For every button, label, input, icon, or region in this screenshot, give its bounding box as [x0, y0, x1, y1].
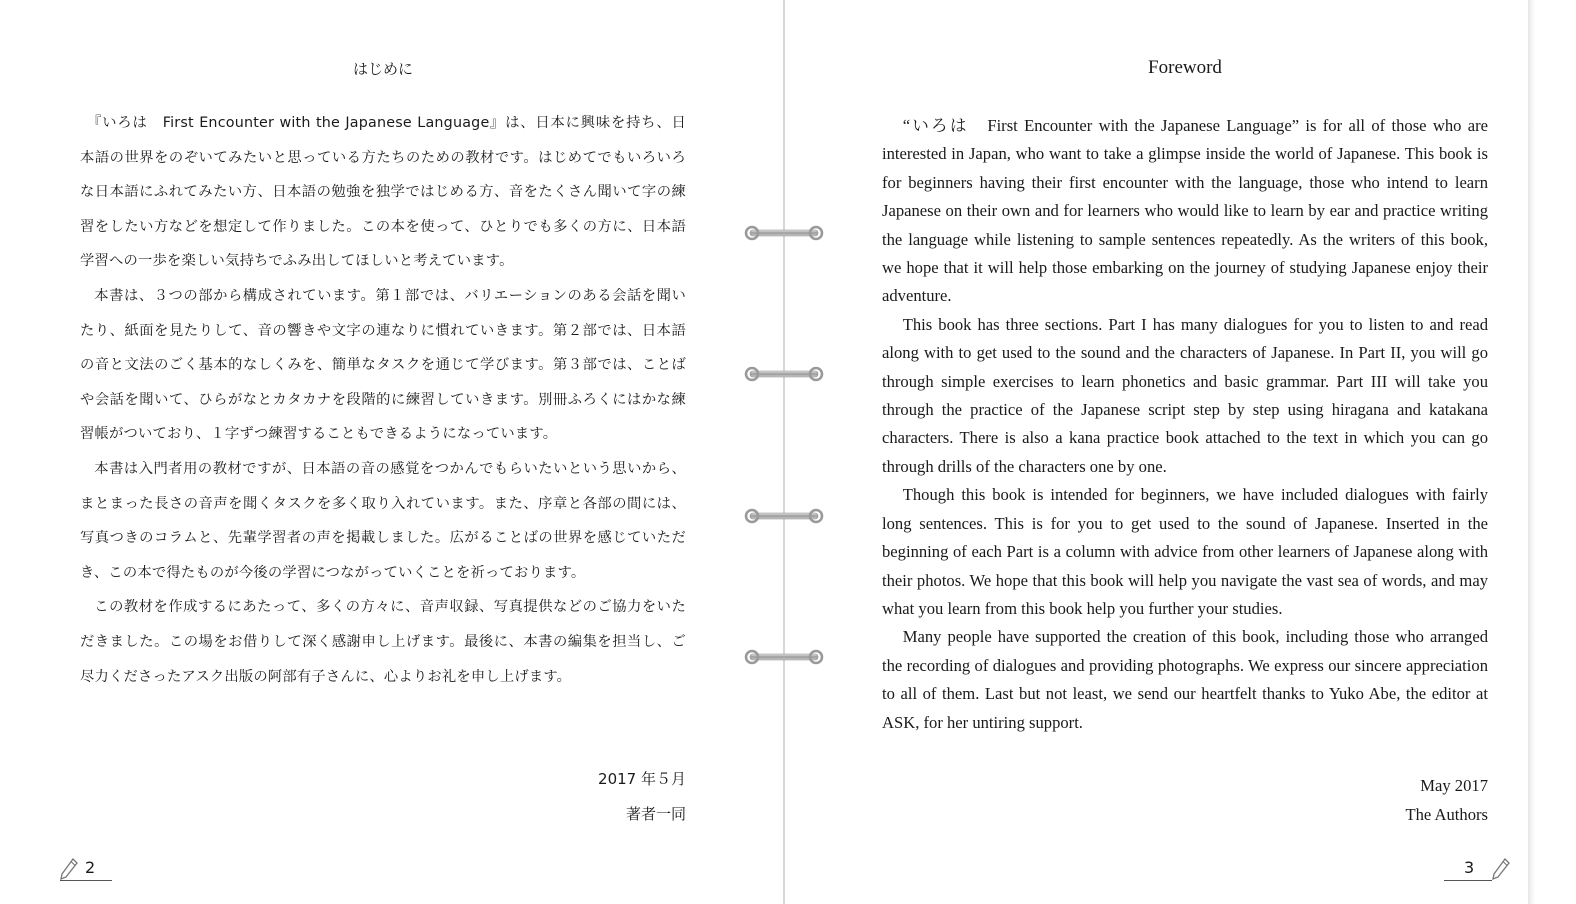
page-number-right [1444, 858, 1510, 882]
date: May 2017 [1420, 776, 1488, 795]
date: 2017 年５月 [598, 770, 686, 788]
pencil-icon [1492, 858, 1510, 880]
page-number: 3 [1464, 858, 1475, 877]
binder-ring-icon [744, 649, 824, 665]
paragraph: Many people have supported the creation of this book, including those who arranged the recording of dialogues and providing photographs. We express our sincere appreciation to all of them. Last but not least, we send our heartfelt thanks to Yuko Abe, the editor at ASK, for her untiring support. [882, 627, 1488, 732]
pencil-icon [60, 858, 78, 880]
folio-rule [60, 880, 112, 881]
left-page [80, 0, 686, 904]
page-body [80, 106, 686, 694]
paragraph: 本書は入門者用の教材ですが、日本語の音の感覚をつかんでもらいたいという思いから、まとまった長さの音声を聞くタスクを多く取り入れています。また、序章と各部の間には、写真つきのコラムと、先輩学習者の声を掲載しました。広がることばの世界を感じていただき、この本で得たものが今後の学習につながっていくことを祈っております。 [80, 460, 686, 581]
paragraph: This book has three sections. Part I has many dialogues for you to listen to and read along with to get used to the sound and the characters of Japanese. In Part II, you will go through simple exercises to learn phonetics and basic grammar. Part III will take you through the practice of the Japanese script step by step using hiragana and katakana characters. There is also a kana practice book attached to the text in which you can go through drills of the characters one by one. [882, 314, 1488, 476]
signature: The Authors [1405, 805, 1488, 824]
page-number-left [60, 858, 112, 882]
binder-rings [744, 0, 824, 904]
folio-rule [1444, 880, 1492, 881]
paragraph: 本書は、３つの部から構成されています。第１部では、バリエーションのある会話を聞いたり、紙面を見たりして、音の響きや文字の連なりに慣れていきます。第２部では、日本語の音と文法のごく基本的なしくみを、簡単なタスクを通じて学びます。第３部では、ことばや会話を聞いて、ひらがなとカタカナを段階的に練習していきます。別冊ふろくにはかな練習帳がついており、１字ずつ練習することもできるようになっています。 [80, 287, 686, 443]
paragraph: 『いろは First Encounter with the Japanese Language』は、日本に興味を持ち、日本語の世界をのぞいてみたいと思っている方たちのための教材です。はじめてでもいろいろな日本語にふれてみたい方、日本語の勉強を独学ではじめる方、音をたくさん聞いて字の練習をしたい方などを想定して作りました。この本を使って、ひとりでも多くの方に、日本語学習への一歩を楽しい気持ちでふみ出してほしいと考えています。 [80, 115, 686, 270]
binder-ring-icon [744, 366, 824, 382]
paragraph: Though this book is intended for beginners, we have included dialogues with fairly long sentences. This is for you to get used to the sound of Japanese. Inserted in the beginning of each Part is a column with advice from other learners of Japanese along with their photos. We hope that this book will help you navigate the vast sea of words, and may what you learn from this book help you further your studies. [882, 485, 1488, 618]
page-title: Foreword [1148, 57, 1222, 78]
binder-ring-icon [744, 225, 824, 241]
right-page [882, 0, 1488, 904]
page-edge-shadow [1528, 0, 1536, 904]
page-body [882, 112, 1488, 737]
page-title: はじめに [352, 60, 413, 78]
signature: 著者一同 [625, 805, 686, 823]
binder-ring-icon [744, 508, 824, 524]
page-number: 2 [85, 858, 96, 877]
paragraph: この教材を作成するにあたって、多くの方々に、音声収録、写真提供などのご協力をいただきました。この場をお借りして深く感謝申し上げます。最後に、本書の編集を担当し、ご尽力くださったアスク出版の阿部有子さんに、心よりお礼を申し上げます。 [80, 599, 686, 685]
paragraph: “いろは First Encounter with the Japanese Language” is for all of those who are interested in Japan, who want to take a glimpse inside the world of Japanese. This book is for beginners having their first encounter with the language, those who intend to learn Japanese on their own and for learners who would like to learn by ear and practice writing the language while listening to sample sentences repeatedly. As the writers of this book, we hope that it will help those embarking on the journey of studying Japanese enjoy their adventure. [882, 116, 1488, 306]
